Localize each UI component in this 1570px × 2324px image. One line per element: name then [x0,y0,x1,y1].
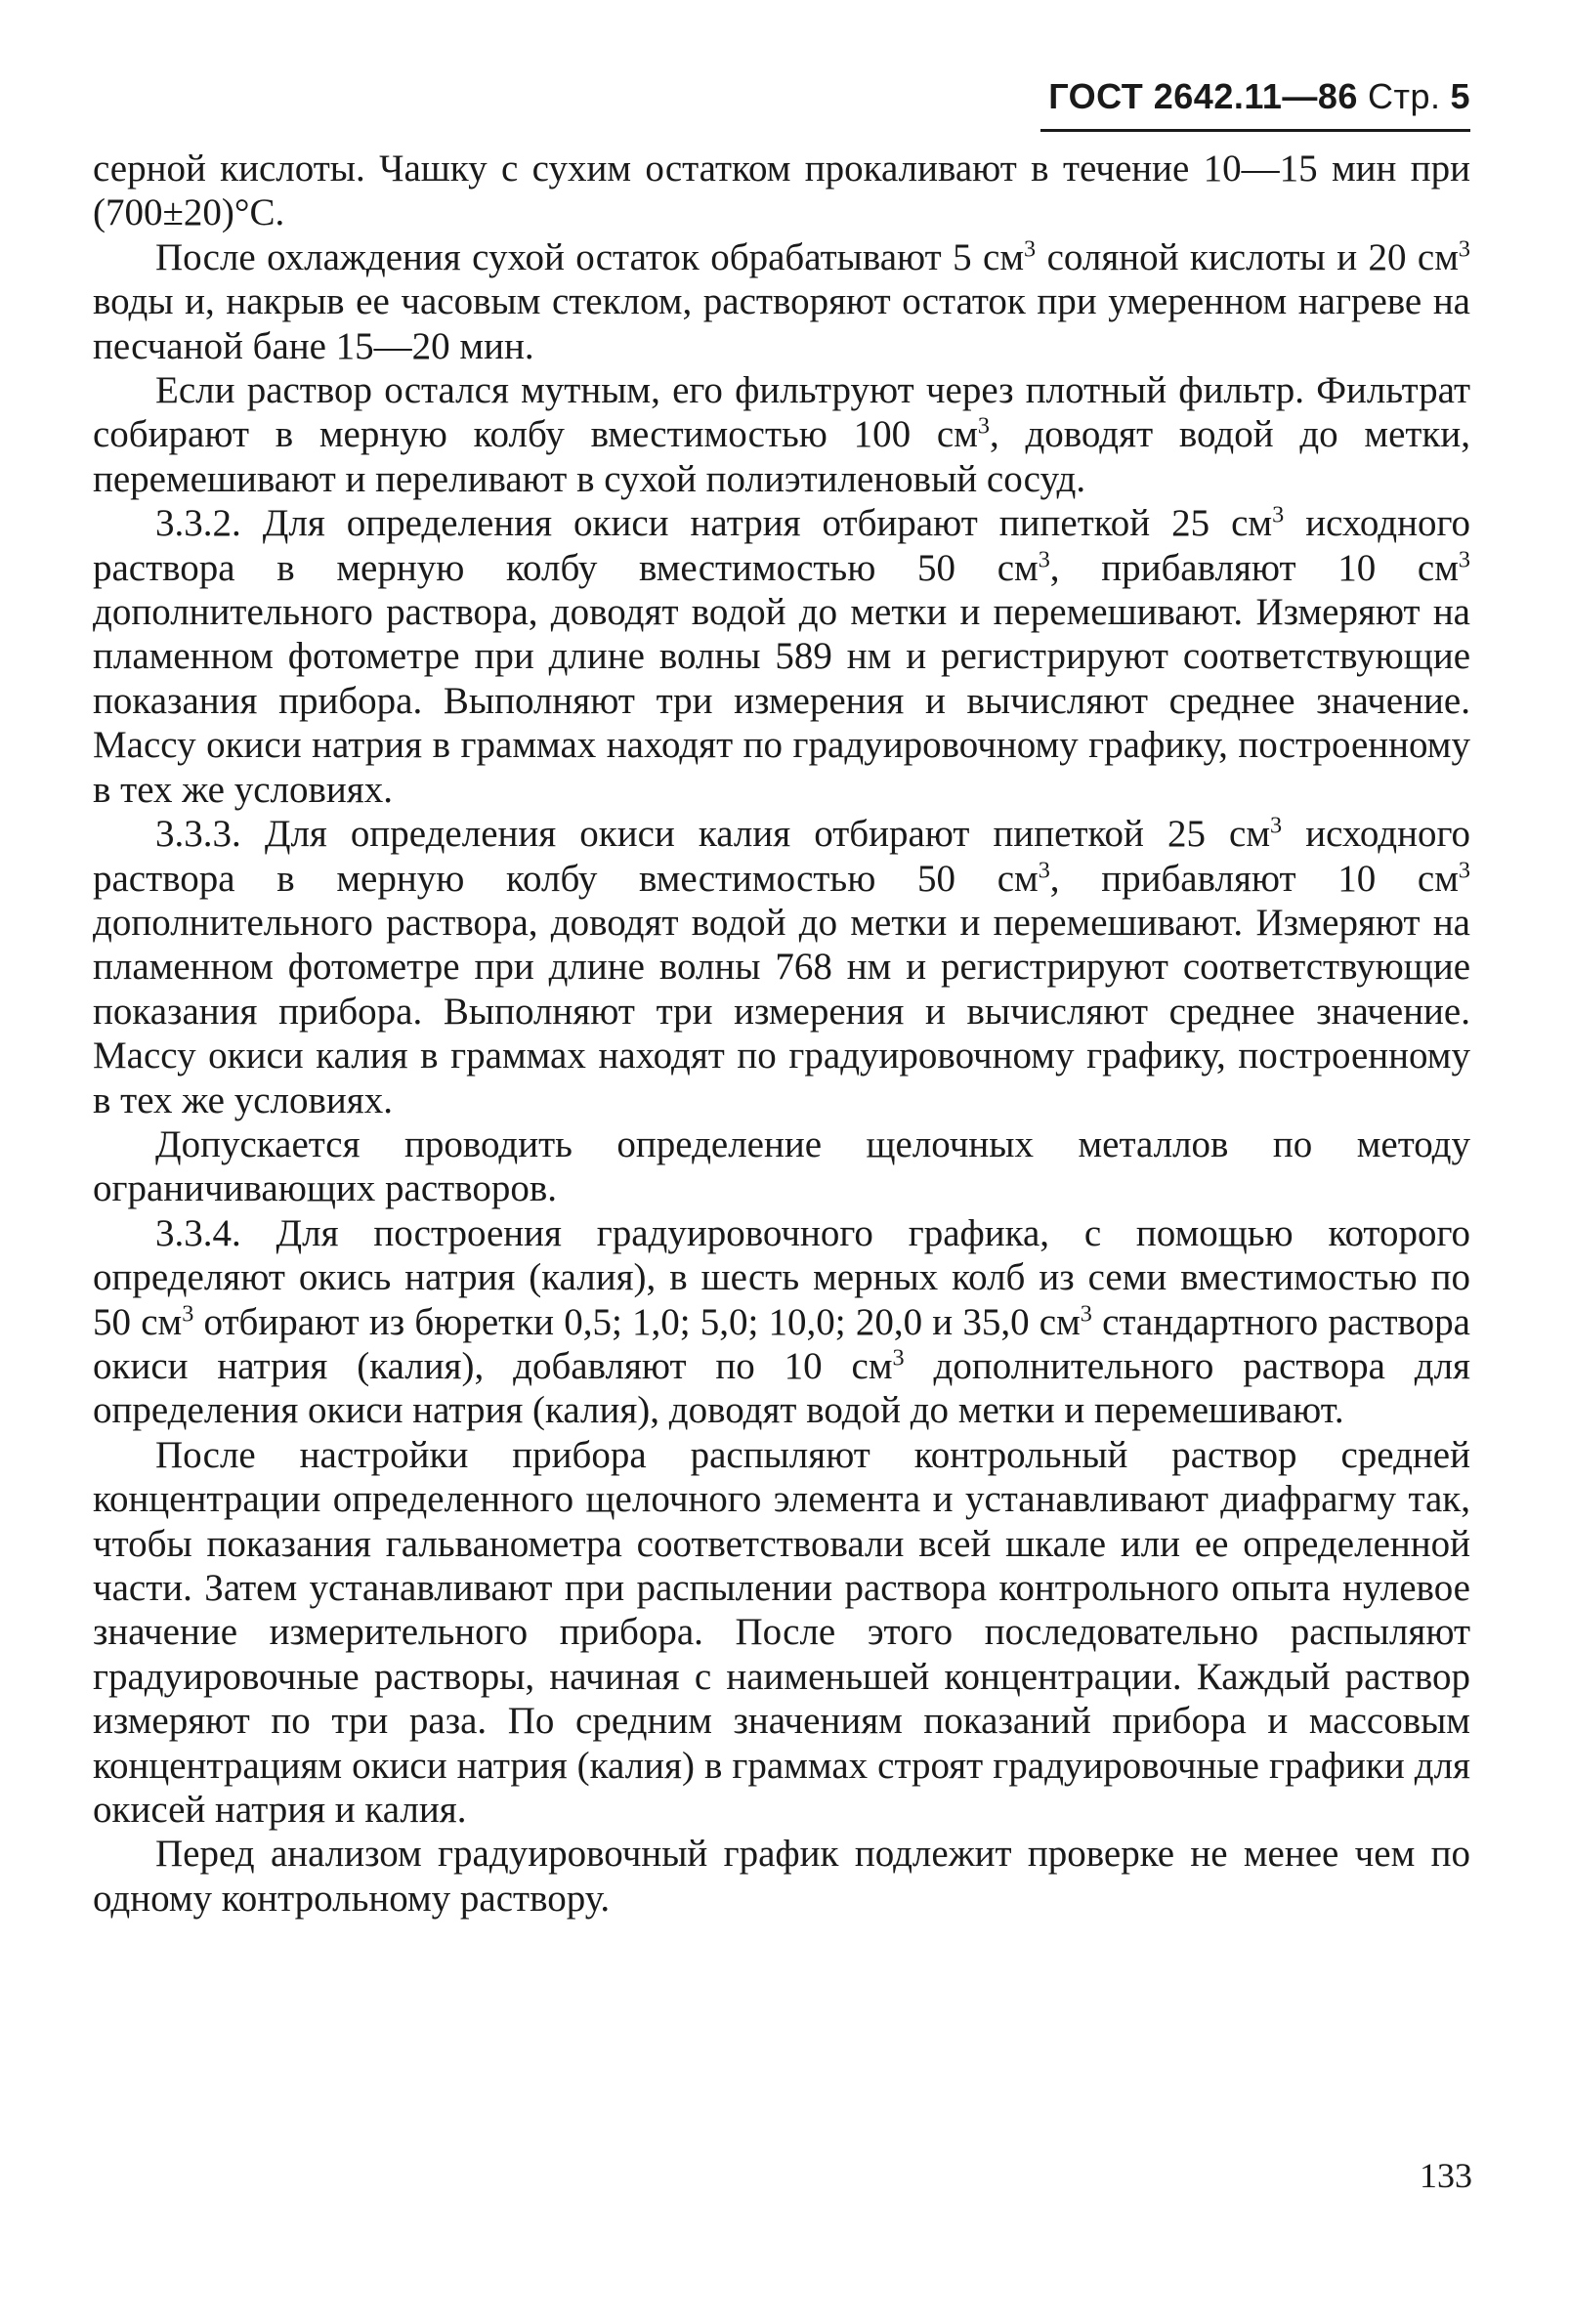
header-rule [1040,129,1470,132]
page-label: Стр. [1367,76,1441,116]
paragraph-filtration: Если раствор остался мутным, его фильтруют через плотный фильтр. Фильтрат собирают в мерную колбу вместимостью 100 $см^3$, доводят водой до метки, перемешивают и переливают в сухой полиэтиленовый сосуд. [93,369,1470,500]
paragraph-3-3-2: 3.3.2. Для определения окиси натрия отбирают пипеткой 25 $см^3$ исходного раствора в мерную колбу вместимостью 50 $см^3$, прибавляют 10 $см^3$ дополнительного раствора, доводят водой до метки и перемешивают. Измеряют на пламенном фотометре при длине волны 589 нм и регистрируют соответствующие показания прибора. Выполняют три измерения и вычисляют среднее значение. Массу окиси натрия в граммах находят по градуировочному графику, построенному в тех же условиях. [93,501,1471,811]
paragraph-verification: Перед анализом градуировочный график подлежит проверке не менее чем по одному контрольному раствору. [93,1833,1470,1920]
paragraph-continuation: серной кислоты. Чашку с сухим остатком прокаливают в течение 10—15 мин при (700±20)°С. [93,148,1470,234]
paragraph-3-3-3: 3.3.3. Для определения окиси калия отбирают пипеткой 25 $см^3$ исходного раствора в мерную колбу вместимостью 50 $см^3$, прибавляют 10 $см^3$ дополнительного раствора, доводят водой до метки и перемешивают. Измеряют на пламенном фотометре при длине волны 768 нм и регистрируют соответствующие показания прибора. Выполняют три измерения и вычисляют среднее значение. Массу окиси калия в граммах находят по градуировочному графику, построенному в тех же условиях. [93,812,1470,1121]
body-text [93,147,1470,1921]
paragraph-calibration: После настройки прибора распыляют контрольный раствор средней концентрации определенного щелочного элемента и устанавливают диафрагму так, чтобы показания гальванометра соответствовали всей шкале или ее определенной части. Затем устанавливают при распылении раствора контрольного опыта нулевое значение измерительного прибора. После этого последовательно распыляют градуировочные растворы, начиная с наименьшей концентрации. Каждый раствор измеряют по три раза. По средним значениям показаний прибора и массовым концентрациям окиси натрия (калия) в граммах строят градуировочные графики для окисей натрия и калия. [93,1433,1470,1832]
header-page-number: 5 [1450,76,1470,116]
standard-designation: ГОСТ 2642.11—86 [1048,76,1358,116]
running-header [1040,76,1470,117]
paragraph-method-note: Допускается проводить определение щелочных металлов по методу ограничивающих растворов. [93,1122,1470,1210]
paragraph-3-3-4: 3.3.4. Для построения градуировочного графика, с помощью которого определяют окись натрия (калия), в шесть мерных колб из семи вместимостью по 50 $см^3$ отбирают из бюретки 0,5; 1,0; 5,0; 10,0; 20,0 и 35,0 $см^3$ стандартного раствора окиси натрия (калия), добавляют по 10 $см^3$ дополнительного раствора для определения окиси натрия (калия), доводят водой до метки и перемешивают. [93,1211,1470,1432]
paragraph-cooling: После охлаждения сухой остаток обрабатывают 5 $см^3$ соляной кислоты и 20 $см^3$ воды и, накрыв ее часовым стеклом, растворяют остаток при умеренном нагреве на песчаной бане 15—20 мин. [93,235,1471,367]
page-folio: 133 [1420,2156,1472,2195]
